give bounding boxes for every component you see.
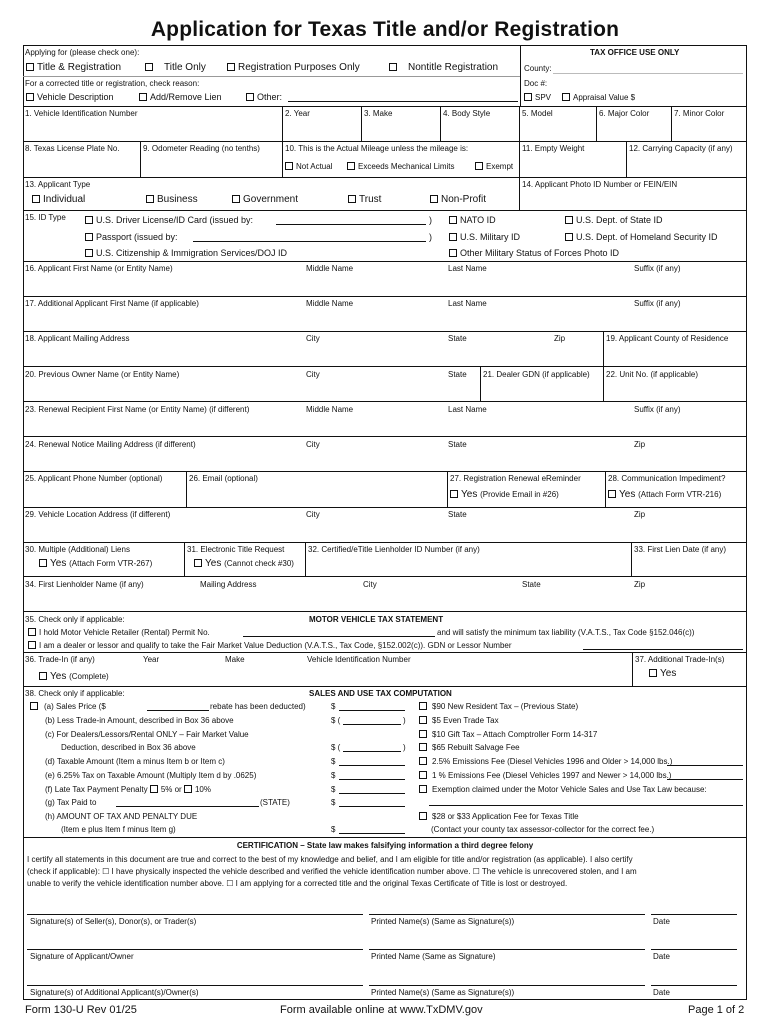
last-name-label: Last Name: [448, 405, 487, 414]
date-label: Date: [653, 952, 670, 961]
zip-label: Zip: [554, 334, 566, 343]
corrected-title-label: For a corrected title or registration, check reason:: [25, 79, 200, 88]
renewal-recipient-label: 23. Renewal Recipient First Name (or Entity Name) (if different): [25, 405, 250, 414]
dealer-gdn-label: 21. Dealer GDN (if applicable): [483, 370, 590, 379]
fee-rebuilt-salvage[interactable]: $65 Rebuilt Salvage Fee: [419, 743, 520, 753]
multiple-liens-yes-option[interactable]: Yes (Attach Form VTR-267): [39, 558, 152, 570]
checkbox[interactable]: [146, 195, 154, 203]
id-type-label: 15. ID Type: [25, 213, 66, 222]
seller-printed-field[interactable]: [369, 914, 645, 915]
checkbox[interactable]: [232, 195, 240, 203]
checkbox[interactable]: [227, 63, 235, 71]
checkbox[interactable]: [562, 93, 570, 101]
middle-name-label: Middle Name: [306, 299, 354, 308]
empty-weight-label: 11. Empty Weight: [522, 144, 585, 153]
applicant-printed-field[interactable]: [369, 949, 645, 950]
dollar-b: $ (: [331, 716, 341, 725]
suffix-label: Suffix (if any): [634, 299, 681, 308]
dollar-h: $: [331, 825, 336, 834]
sales-price-row[interactable]: (a) Sales Price ($: [30, 702, 106, 712]
amount-a-field[interactable]: [339, 710, 405, 711]
check38-label: 38. Check only if applicable:: [25, 689, 125, 698]
amount-e-field[interactable]: [339, 779, 405, 780]
doc-number-label: Doc #:: [524, 79, 548, 88]
fee-contact-note: (Contact your county tax assessor-collector for the correct fee.): [431, 825, 655, 834]
checkbox[interactable]: [348, 195, 356, 203]
major-color-label: 6. Major Color: [599, 109, 650, 118]
certification-heading: CERTIFICATION – State law makes falsifying information a third degree felony: [236, 841, 534, 850]
dollar-d: $: [331, 757, 336, 766]
dollar-g: $: [331, 798, 336, 807]
applicant-printed-label: Printed Name (Same as Signature): [371, 952, 496, 961]
zip-label: Zip: [634, 440, 646, 449]
middle-name-label: Middle Name: [306, 264, 354, 273]
applicant-signature-field[interactable]: [27, 949, 363, 950]
checkbox[interactable]: [419, 757, 427, 765]
last-name-label: Last Name: [448, 264, 487, 273]
city-label: City: [363, 580, 377, 589]
option-registration-purposes[interactable]: Registration Purposes Only: [227, 62, 360, 74]
fee-gift-tax[interactable]: $10 Gift Tax – Attach Comptroller Form 14-317: [419, 730, 597, 740]
paren-c: ): [403, 743, 406, 752]
checkbox[interactable]: [150, 785, 158, 793]
city-label: City: [306, 334, 320, 343]
tradein-make-label: Make: [225, 655, 245, 664]
checkbox[interactable]: [475, 162, 483, 170]
county-field[interactable]: [553, 73, 743, 74]
additional-date-field[interactable]: [651, 985, 737, 986]
city-label: City: [306, 370, 320, 379]
checkbox[interactable]: [30, 702, 38, 710]
suffix-label: Suffix (if any): [634, 405, 681, 414]
paren-b: ): [403, 716, 406, 725]
city-label: City: [306, 440, 320, 449]
tax-due-label-2: (Item e plus Item f minus Item g): [61, 825, 176, 834]
vehicle-location-label: 29. Vehicle Location Address (if different): [25, 510, 171, 519]
plate-label: 8. Texas License Plate No.: [25, 144, 120, 153]
fair-market-label: (c) For Dealers/Lessors/Rental ONLY – Fair Market Value: [45, 730, 249, 739]
sales-tax-heading: SALES AND USE TAX COMPUTATION: [309, 689, 452, 698]
applicant-date-field[interactable]: [651, 949, 737, 950]
odometer-label: 9. Odometer Reading (no tenths): [143, 144, 260, 153]
checkbox[interactable]: [450, 490, 458, 498]
not-actual-option[interactable]: Not Actual: [285, 162, 332, 172]
impediment-label: 28. Communication Impediment?: [608, 474, 726, 483]
rebate-text: rebate has been deducted): [210, 702, 306, 711]
cert-line-2: (check if applicable): ☐ I have physically inspected the vehicle described and verified the vehicle identification number above. ☐ The vehicle is unrecovered stolen, and I am: [27, 867, 637, 876]
tax-paid-label: (g) Tax Paid to: [45, 798, 97, 807]
county-label: County:: [524, 64, 552, 73]
type-individual[interactable]: Individual: [32, 194, 85, 206]
etitle-request-label: 31. Electronic Title Request: [187, 545, 285, 554]
seller-signature-field[interactable]: [27, 914, 363, 915]
unit-no-label: 22. Unit No. (if applicable): [606, 370, 699, 379]
state-paren-label: (STATE): [260, 798, 290, 807]
county-residence-label: 19. Applicant County of Residence: [606, 334, 729, 343]
checkbox[interactable]: [285, 162, 293, 170]
checkbox[interactable]: [649, 669, 657, 677]
checkbox[interactable]: [26, 63, 34, 71]
dollar-a: $: [331, 702, 336, 711]
dealer-option[interactable]: I am a dealer or lessor and qualify to take the Fair Market Value Deduction (V.A.T.S., Tax Code, §152.002(c)). GDN or Lessor Number: [28, 641, 512, 651]
renewal-address-label: 24. Renewal Notice Mailing Address (if different): [25, 440, 196, 449]
year-label: 2. Year: [285, 109, 310, 118]
type-trust[interactable]: Trust: [348, 194, 381, 206]
city-label: City: [306, 510, 320, 519]
checkbox[interactable]: [524, 93, 532, 101]
amount-f-field[interactable]: [339, 793, 405, 794]
checkbox[interactable]: [39, 559, 47, 567]
vin-label: 1. Vehicle Identification Number: [25, 109, 138, 118]
etitle-yes-option[interactable]: Yes (Cannot check #30): [194, 558, 294, 570]
mileage-label: 10. This is the Actual Mileage unless the mileage is:: [285, 144, 469, 153]
capacity-label: 12. Carrying Capacity (if any): [629, 144, 733, 153]
paren: ): [429, 215, 432, 225]
fee-emissions-1[interactable]: 1 % Emissions Fee (Diesel Vehicles 1997 and Newer > 14,000 lbs.): [419, 771, 671, 781]
amount-g-field[interactable]: [339, 806, 405, 807]
type-business[interactable]: Business: [146, 194, 198, 206]
exceeds-limits-option[interactable]: Exceeds Mechanical Limits: [347, 162, 454, 172]
checkbox[interactable]: [419, 812, 427, 820]
id-uscis[interactable]: U.S. Citizenship & Immigration Services/DOJ ID: [85, 248, 287, 259]
middle-name-label: Middle Name: [306, 405, 354, 414]
emissions-2-5-field[interactable]: [667, 765, 743, 766]
id-other-military[interactable]: Other Military Status of Forces Photo ID: [449, 248, 619, 259]
checkbox[interactable]: [389, 63, 397, 71]
zip-label: Zip: [634, 510, 646, 519]
checkbox[interactable]: [565, 216, 573, 224]
email-label: 26. Email (optional): [189, 474, 258, 483]
other-reason-field[interactable]: [288, 101, 518, 102]
amount-b-field[interactable]: [343, 724, 401, 725]
dollar-e: $: [331, 771, 336, 780]
type-nonprofit[interactable]: Non-Profit: [430, 194, 486, 206]
checkbox[interactable]: [449, 233, 457, 241]
date-label: Date: [653, 988, 670, 997]
suffix-label: Suffix (if any): [634, 264, 681, 273]
checkbox[interactable]: [430, 195, 438, 203]
fee-new-resident[interactable]: $90 New Resident Tax – (Previous State): [419, 702, 578, 712]
permit-end-text: and will satisfy the minimum tax liability (V.A.T.S., Tax Code §152.046(c)): [437, 628, 695, 637]
checkbox[interactable]: [139, 93, 147, 101]
id-nato[interactable]: NATO ID: [449, 215, 496, 226]
tradein-vin-label: Vehicle Identification Number: [307, 655, 411, 664]
id-homeland-security[interactable]: U.S. Dept. of Homeland Security ID: [565, 232, 718, 243]
taxable-amount-label: (d) Taxable Amount (Item a minus Item b or Item c): [45, 757, 225, 766]
multiple-liens-label: 30. Multiple (Additional) Liens: [25, 545, 130, 554]
checkbox[interactable]: [449, 216, 457, 224]
checkbox[interactable]: [608, 490, 616, 498]
sales-price-field[interactable]: [147, 710, 209, 711]
model-label: 5. Model: [522, 109, 553, 118]
state-label: State: [448, 510, 467, 519]
fee-emissions-2-5[interactable]: 2.5% Emissions Fee (Diesel Vehicles 1996 and Older > 14,000 lbs.): [419, 757, 672, 767]
type-government[interactable]: Government: [232, 194, 298, 206]
id-passport[interactable]: Passport (issued by:: [85, 232, 178, 243]
option-nontitle-registration[interactable]: Nontitle Registration: [389, 62, 498, 74]
tax-paid-state-field[interactable]: [116, 806, 259, 807]
checkbox[interactable]: [419, 743, 427, 751]
checkbox[interactable]: [419, 716, 427, 724]
spv-option[interactable]: SPV: [524, 93, 551, 103]
photo-id-label: 14. Applicant Photo ID Number or FEIN/EIN: [522, 180, 678, 189]
checkbox[interactable]: [184, 785, 192, 793]
checkbox[interactable]: [419, 730, 427, 738]
checkbox[interactable]: [39, 672, 47, 680]
additional-signature-field[interactable]: [27, 985, 363, 986]
checkbox[interactable]: [32, 195, 40, 203]
option-title-registration[interactable]: Title & Registration: [26, 62, 121, 74]
date-label: Date: [653, 917, 670, 926]
tax-due-label: (h) AMOUNT OF TAX AND PENALTY DUE: [45, 812, 198, 821]
checkbox[interactable]: [85, 249, 93, 257]
tax-office-header: TAX OFFICE USE ONLY: [590, 48, 680, 57]
form-number: Form 130-U Rev 01/25: [25, 1004, 137, 1016]
checkbox[interactable]: [26, 93, 34, 101]
title-application-form: [23, 45, 747, 1000]
applicant-type-label: 13. Applicant Type: [25, 180, 91, 189]
passport-issuer-field[interactable]: [193, 241, 426, 242]
fee-application[interactable]: $28 or $33 Application Fee for Texas Title: [419, 812, 579, 822]
paren: ): [429, 232, 432, 242]
checkbox[interactable]: [419, 785, 427, 793]
appraisal-option[interactable]: Appraisal Value $: [562, 93, 635, 103]
state-label: State: [522, 580, 541, 589]
checkbox[interactable]: [246, 93, 254, 101]
make-label: 3. Make: [364, 109, 393, 118]
cert-line-3: unable to verify the vehicle identification number above. ☐ I am applying for a corrected title and the original Texas Certificate of Title is lost or destroyed.: [27, 879, 568, 888]
gdn-lessor-field[interactable]: [583, 649, 743, 650]
dollar-c: $ (: [331, 743, 341, 752]
tradein-amount-label: (b) Less Trade-in Amount, described in Box 36 above: [45, 716, 234, 725]
page-title: Application for Texas Title and/or Registration: [150, 18, 620, 41]
lienholder-id-label: 32. Certified/eTitle Lienholder ID Number (if any): [308, 545, 480, 554]
fee-even-trade[interactable]: $5 Even Trade Tax: [419, 716, 499, 726]
late-penalty-row: (f) Late Tax Payment Penalty 5% or 10%: [45, 785, 211, 794]
fair-market-label-2: Deduction, described in Box 36 above: [61, 743, 196, 752]
id-state-dept[interactable]: U.S. Dept. of State ID: [565, 215, 663, 226]
id-driver-license[interactable]: U.S. Driver License/ID Card (issued by:: [85, 215, 253, 226]
option-other[interactable]: Other:: [246, 92, 282, 103]
option-add-remove-lien[interactable]: Add/Remove Lien: [139, 92, 222, 103]
additional-applicant-label: 17. Additional Applicant First Name (if applicable): [25, 299, 199, 308]
state-label: State: [448, 334, 467, 343]
body-style-label: 4. Body Style: [443, 109, 491, 118]
tradein-year-label: Year: [143, 655, 160, 664]
checkbox[interactable]: [85, 233, 93, 241]
dl-issuer-field[interactable]: [276, 224, 426, 225]
applying-for-label: Applying for (please check one):: [25, 48, 140, 57]
additional-tradein-yes[interactable]: Yes: [649, 668, 676, 680]
amount-h-field[interactable]: [339, 833, 405, 834]
page-number: Page 1 of 2: [688, 1004, 745, 1016]
ereminder-yes-option[interactable]: Yes (Provide Email in #26): [450, 489, 559, 501]
state-label: State: [448, 440, 467, 449]
permit-option[interactable]: I hold Motor Vehicle Retailer (Rental) Permit No.: [28, 628, 210, 638]
additional-printed-field[interactable]: [369, 985, 645, 986]
checkbox[interactable]: [85, 216, 93, 224]
id-military[interactable]: U.S. Military ID: [449, 232, 520, 243]
tax-6-25-label: (e) 6.25% Tax on Taxable Amount (Multiply Item d by .0625): [45, 771, 257, 780]
exempt-option[interactable]: Exempt: [475, 162, 513, 172]
dollar-f: $: [331, 785, 336, 794]
cert-line-1: I certify all statements in this document are true and correct to the best of my knowledge and belief, and I am eligible for title and/or registration (as applicable). I also certify: [27, 855, 633, 864]
ereminder-label: 27. Registration Renewal eReminder: [450, 474, 581, 483]
checkbox[interactable]: [347, 162, 355, 170]
zip-label: Zip: [634, 580, 646, 589]
checkbox[interactable]: [28, 641, 36, 649]
additional-tradein-label: 37. Additional Trade-In(s): [635, 655, 725, 664]
applicant-signature-label: Signature of Applicant/Owner: [30, 952, 134, 961]
impediment-yes-option[interactable]: Yes (Attach Form VTR-216): [608, 489, 721, 501]
checkbox[interactable]: [419, 702, 427, 710]
lienholder-mailing-label: Mailing Address: [200, 580, 257, 589]
check35-label: 35. Check only if applicable:: [25, 615, 125, 624]
phone-label: 25. Applicant Phone Number (optional): [25, 474, 163, 483]
checkbox[interactable]: [565, 233, 573, 241]
lien-date-label: 33. First Lien Date (if any): [634, 545, 727, 554]
emissions-1-field[interactable]: [667, 779, 743, 780]
minor-color-label: 7. Minor Color: [674, 109, 725, 118]
tradein-label: 36. Trade-In (if any): [25, 655, 95, 664]
online-link[interactable]: Form available online at www.TxDMV.gov: [280, 1004, 483, 1016]
fee-exemption[interactable]: Exemption claimed under the Motor Vehicle Sales and Use Tax Law because:: [419, 785, 707, 795]
seller-signature-label: Signature(s) of Seller(s), Donor(s), or Trader(s): [30, 917, 197, 926]
exemption-reason-field[interactable]: [429, 805, 743, 806]
previous-owner-label: 20. Previous Owner Name (or Entity Name): [25, 370, 180, 379]
mv-tax-heading: MOTOR VEHICLE TAX STATEMENT: [309, 615, 444, 624]
option-title-only[interactable]: Title Only: [145, 62, 206, 74]
state-label: State: [448, 370, 467, 379]
last-name-label: Last Name: [448, 299, 487, 308]
additional-signature-label: Signature(s) of Additional Applicant(s)/Owner(s): [30, 988, 199, 997]
checkbox[interactable]: [194, 559, 202, 567]
seller-printed-label: Printed Name(s) (Same as Signature(s)): [371, 917, 515, 926]
amount-c-field[interactable]: [343, 751, 401, 752]
checkbox[interactable]: [28, 628, 36, 636]
mailing-address-label: 18. Applicant Mailing Address: [25, 334, 130, 343]
permit-number-field[interactable]: [243, 636, 435, 637]
checkbox[interactable]: [449, 249, 457, 257]
checkbox[interactable]: [419, 771, 427, 779]
seller-date-field[interactable]: [651, 914, 737, 915]
option-vehicle-description[interactable]: Vehicle Description: [26, 92, 114, 103]
amount-d-field[interactable]: [339, 765, 405, 766]
applicant-name-label: 16. Applicant First Name (or Entity Name): [25, 264, 173, 273]
additional-printed-label: Printed Name(s) (Same as Signature(s)): [371, 988, 515, 997]
checkbox[interactable]: [145, 63, 153, 71]
first-lienholder-label: 34. First Lienholder Name (if any): [25, 580, 144, 589]
tradein-yes-option[interactable]: Yes (Complete): [39, 671, 109, 683]
